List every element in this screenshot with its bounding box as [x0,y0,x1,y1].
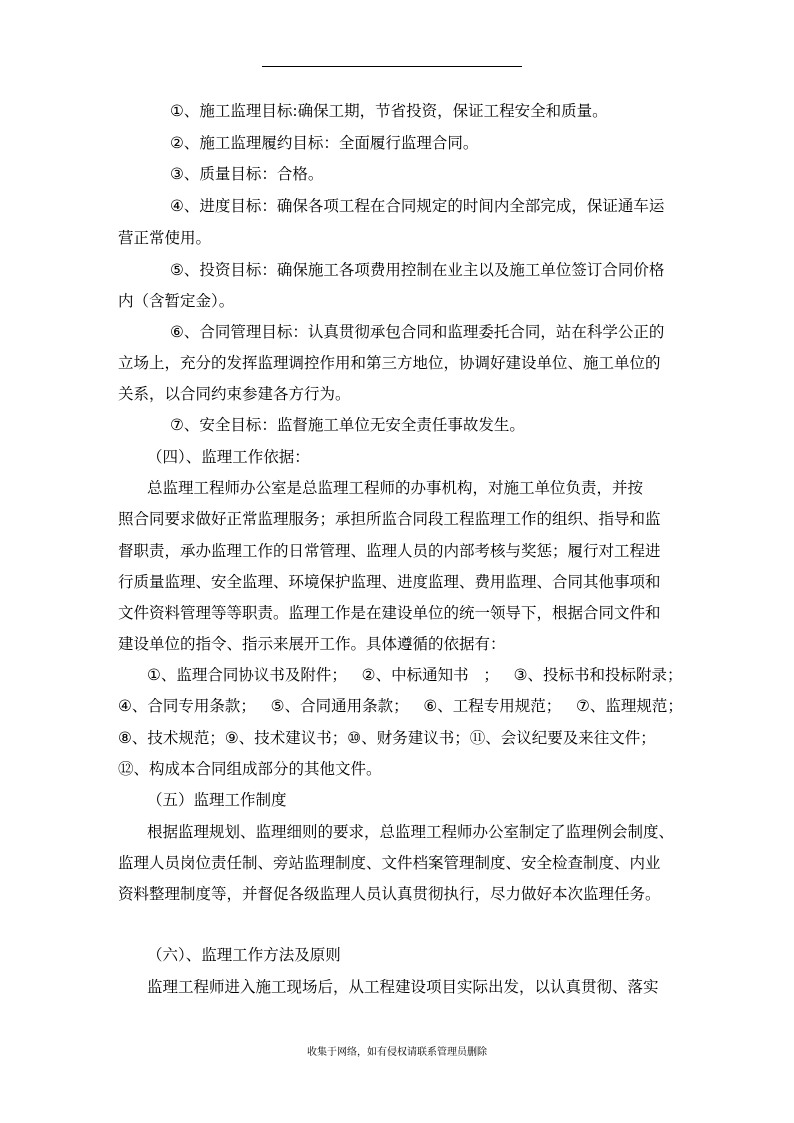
text-line: 立场上，充分的发挥监理调控作用和第三方地位，协调好建设单位、施工单位的 [118,354,661,372]
text-line: ⑥、合同管理目标：认真贯彻承包合同和监理委托合同，站在科学公正的 [170,323,665,341]
page-footer: 收集于网络，如有侵权请联系管理员删除 [307,1047,487,1058]
text-line: ③、质量目标：合格。 [170,165,324,183]
text-line: 文件资料管理等等职责。监理工作是在建设单位的统一领导下，根据合同文件和 [118,604,661,622]
text-line: 照合同要求做好正常监理服务；承担所监合同段工程监理工作的组织、指导和监 [118,510,661,528]
text-line: 建设单位的指令、指示来展开工作。具体遵循的依据有： [118,635,506,653]
text-line: ⑫、构成本合同组成部分的其他文件。 [118,760,382,778]
section-heading: （五）监理工作制度 [147,791,287,809]
text-line: ④、进度目标：确保各项工程在合同规定的时间内全部完成，保证通车运 [170,197,665,215]
text-line: ⑤、投资目标：确保施工各项费用控制在业主以及施工单位签订合同价格 [170,261,665,279]
text-line: ②、施工监理履约目标：全面履行监理合同。 [170,134,479,152]
section-heading: （四）、监理工作依据： [147,448,310,466]
text-line: 行质量监理、安全监理、环境保护监理、进度监理、费用监理、合同其他事项和 [118,573,661,591]
text-line: ⑦、安全目标：监督施工单位无安全责任事故发生。 [170,416,525,434]
text-line: 内（含暂定金）。 [118,292,235,310]
text-line: 营正常使用。 [118,229,212,247]
header-rule [262,66,522,67]
text-line: ①、监理合同协议书及附件； ②、中标通知书 ； ③、投标书和投标附录； [147,666,683,684]
text-line: 监理人员岗位责任制、旁站监理制度、文件档案管理制度、安全检查制度、内业 [118,854,661,872]
section-heading: （六）、监理工作方法及原则 [147,946,341,964]
text-line: 监理工程师进入施工现场后，从工程建设项目实际出发，以认真贯彻、落实 [147,978,659,996]
text-line: 关系，以合同约束参建各方行为。 [118,385,351,403]
text-line: ④、合同专用条款； ⑤、合同通用条款； ⑥、工程专用规范； ⑦、监理规范； [118,697,683,715]
text-line: ①、施工监理目标:确保工期，节省投资，保证工程安全和质量。 [170,102,608,120]
text-line: 督职责，承办监理工作的日常管理、监理人员的内部考核与奖惩；履行对工程进 [118,542,661,560]
text-line: 根据监理规划、监理细则的要求，总监理工程师办公室制定了监理例会制度、 [147,823,675,841]
text-line: 资料整理制度等，并督促各级监理人员认真贯彻执行，尽力做好本次监理任务。 [118,885,661,903]
text-line: 总监理工程师办公室是总监理工程师的办事机构，对施工单位负责，并按 [147,479,644,497]
text-line: ⑧、技术规范；⑨、技术建议书；⑩、财务建议书；⑪、会议纪要及来往文件； [118,729,656,747]
